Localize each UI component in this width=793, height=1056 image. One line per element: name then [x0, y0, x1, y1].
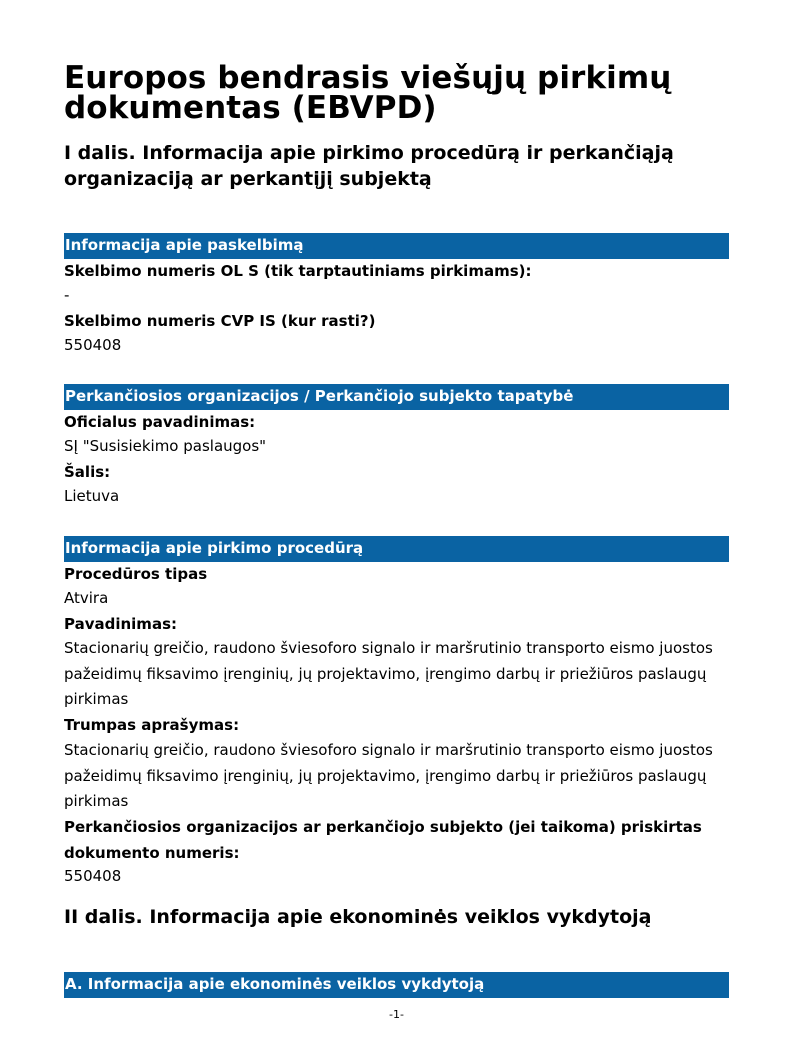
section-header-procedure: Informacija apie pirkimo procedūrą: [64, 536, 729, 562]
official-name-label: Oficialus pavadinimas:: [64, 413, 256, 431]
procedure-name-label: Pavadinimas:: [64, 615, 177, 633]
page-number: -1-: [389, 1008, 404, 1021]
reference-number-value: 550408: [64, 867, 122, 885]
short-description-label: Trumpas aprašymas:: [64, 716, 240, 734]
procedure-type-value: Atvira: [64, 589, 109, 607]
section-header-operator: A. Informacija apie ekonominės veiklos vykdytoją: [64, 972, 729, 998]
cvp-number-label: Skelbimo numeris CVP IS (kur rasti?): [64, 312, 376, 330]
ojs-number-label: Skelbimo numeris OL S (tik tarptautiniams pirkimams):: [64, 262, 532, 280]
reference-number-label: Perkančiosios organizacijos ar perkančiojo subjekto (jei taikoma) priskirtas dokumento numeris:: [64, 818, 702, 862]
document-title: Europos bendrasis viešųjų pirkimų dokumentas (EBVPD): [64, 60, 672, 126]
section-header-publication: Informacija apie paskelbimą: [64, 233, 729, 259]
procedure-type-label: Procedūros tipas: [64, 565, 208, 583]
cvp-number-value: 550408: [64, 336, 122, 354]
part-2-title: II dalis. Informacija apie ekonominės veiklos vykdytoją: [64, 906, 652, 928]
section-header-authority: Perkančiosios organizacijos / Perkančiojo subjekto tapatybė: [64, 384, 729, 410]
country-label: Šalis:: [64, 463, 111, 481]
part-1-title: I dalis. Informacija apie pirkimo procedūrą ir perkančiąją organizaciją ar perkantįjį subjektą: [64, 142, 674, 190]
short-description-value: Stacionarių greičio, raudono šviesoforo signalo ir maršrutinio transporto eismo juostos pažeidimų fiksavimo įrenginių, jų projektavimo, įrengimo darbų ir priežiūros paslaugų pirkimas: [64, 741, 713, 810]
country-value: Lietuva: [64, 487, 120, 505]
procedure-name-value: Stacionarių greičio, raudono šviesoforo signalo ir maršrutinio transporto eismo juostos pažeidimų fiksavimo įrenginių, jų projektavimo, įrengimo darbų ir priežiūros paslaugų pirkimas: [64, 639, 713, 708]
official-name-value: SĮ "Susisiekimo paslaugos": [64, 437, 267, 455]
ojs-number-value: -: [64, 286, 70, 304]
